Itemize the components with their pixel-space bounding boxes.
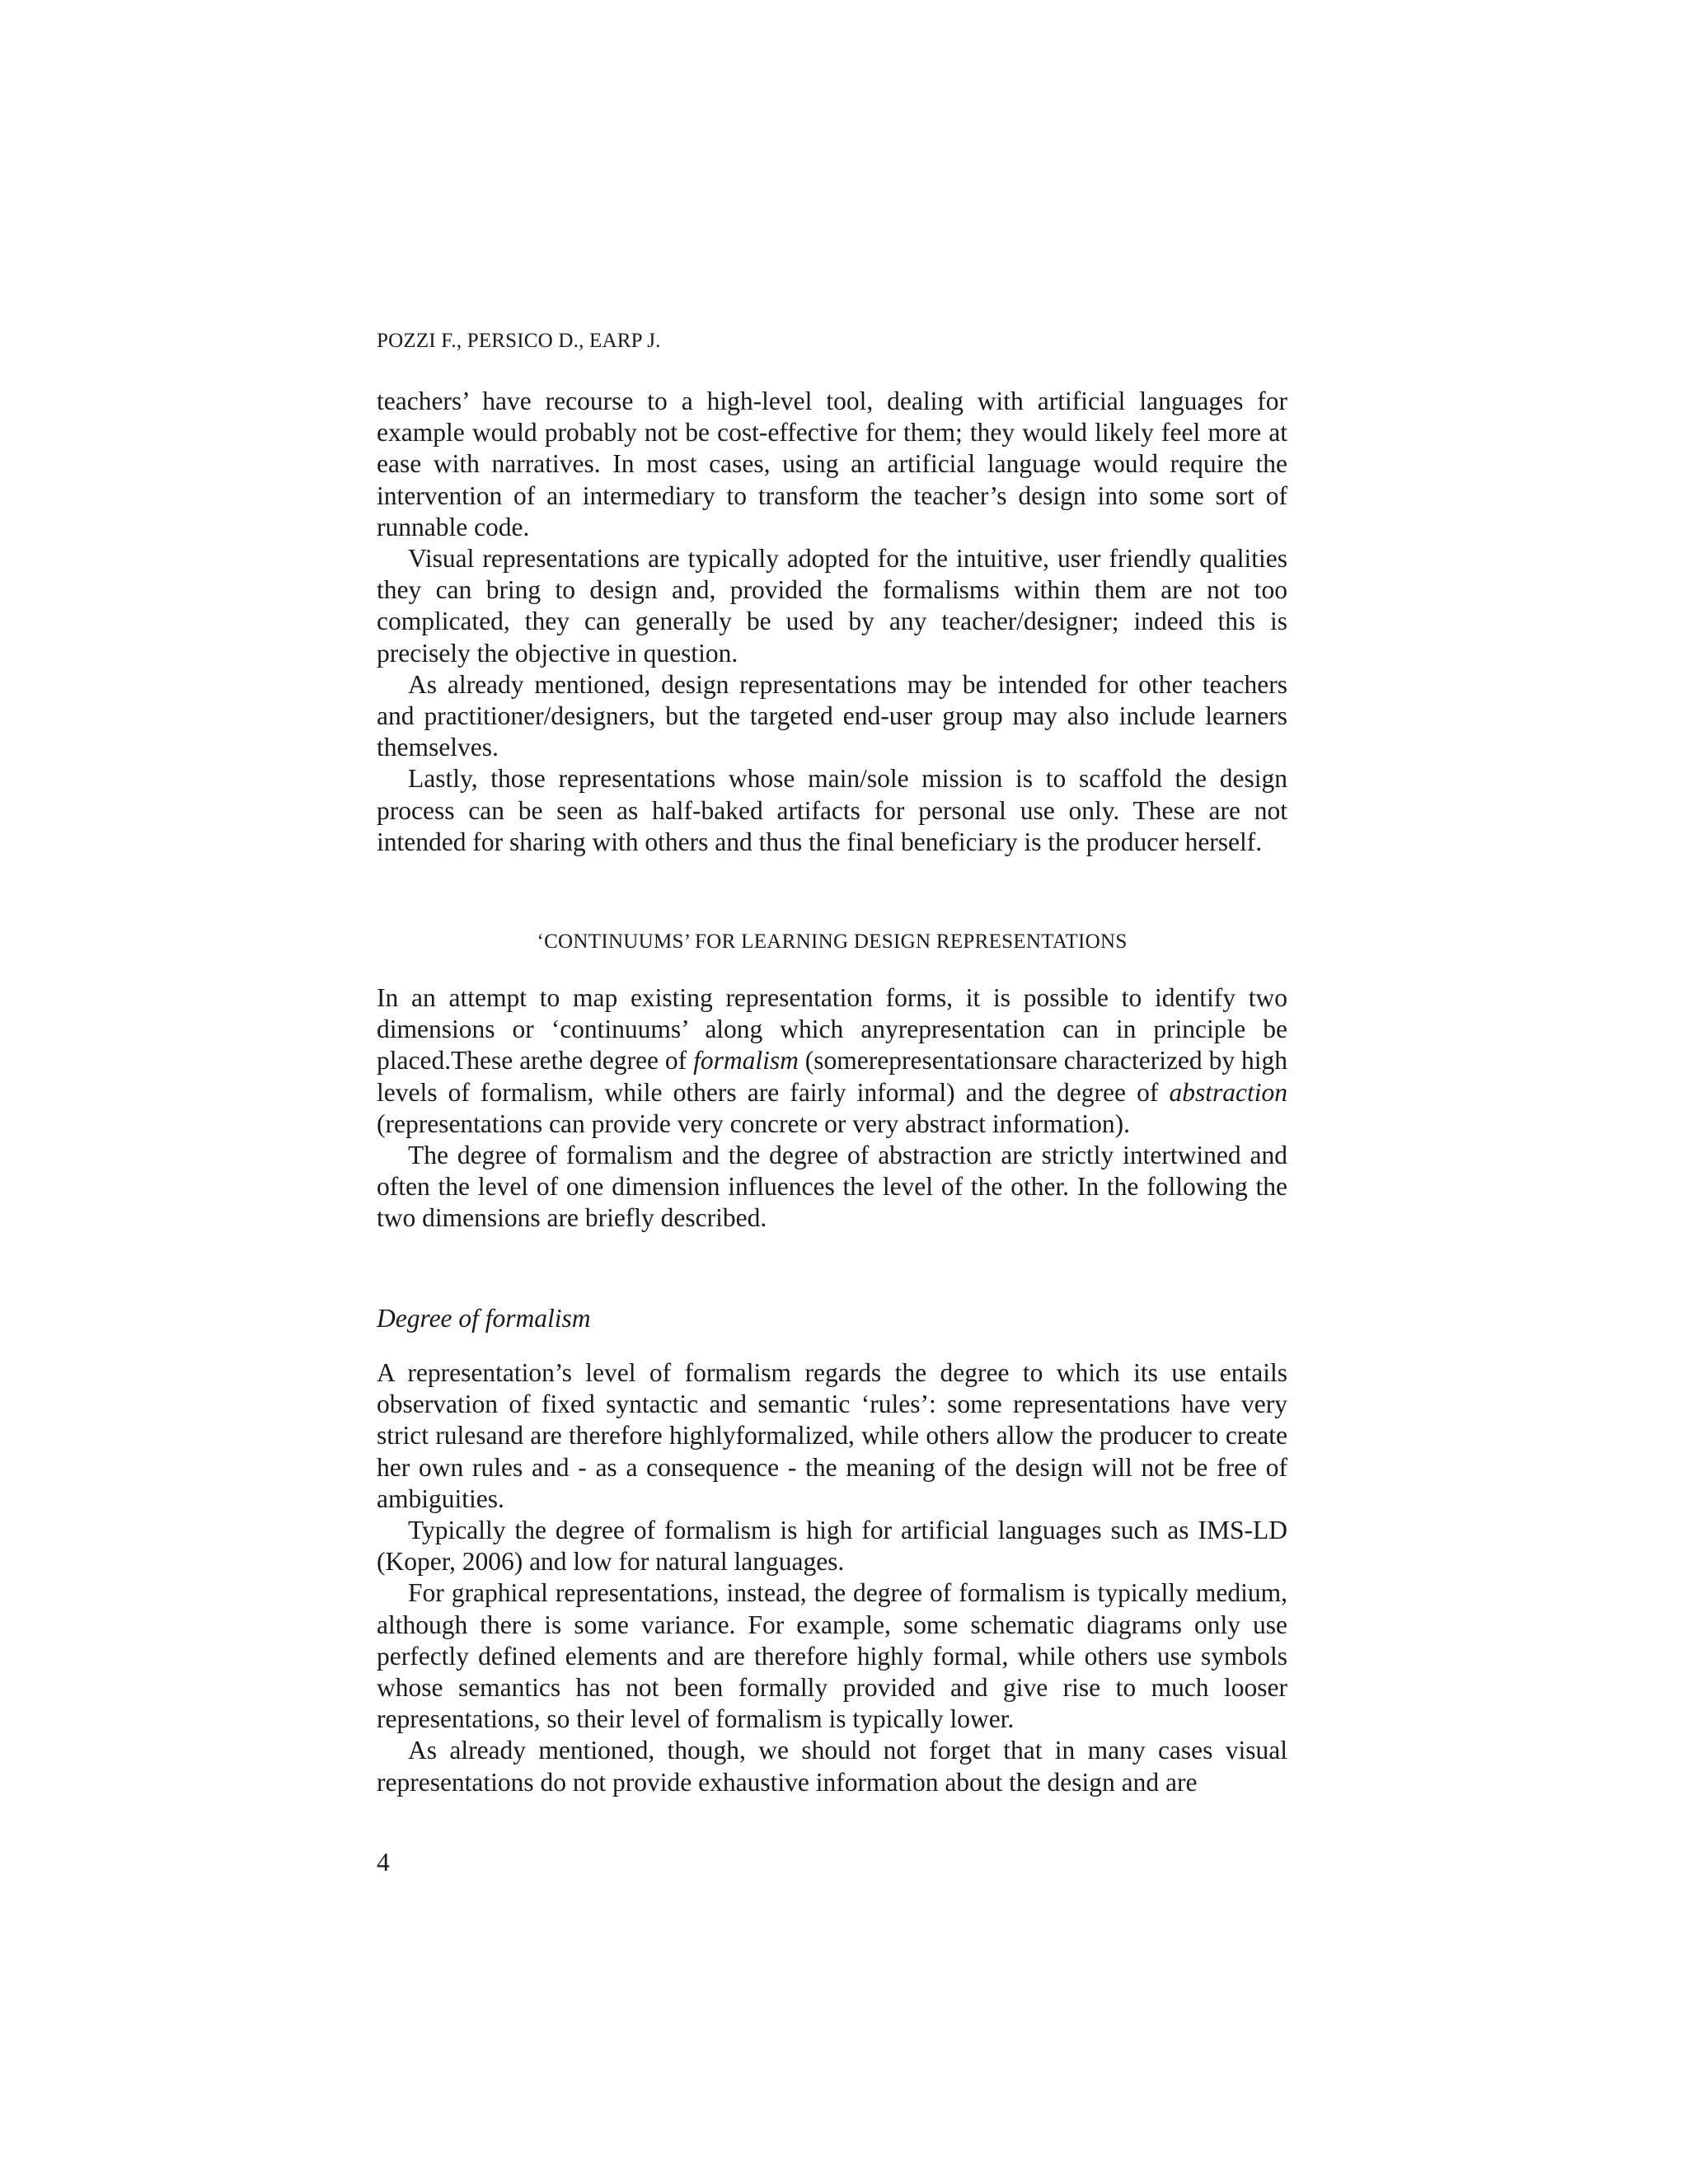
body-block-formalism bbox=[377, 1357, 1287, 1798]
paragraph: teachers’ have recourse to a high-level tool, dealing with artificial languages for example would probably not be cost-effective for them; they would likely feel more at ease with narratives. In most cases, using an artificial language would require the intervention of an intermediary to transform the teacher’s design into some sort of runnable code. bbox=[377, 387, 1287, 541]
subsection-heading: Degree of formalism bbox=[377, 1304, 591, 1333]
emphasis-formalism: formalism bbox=[693, 1046, 799, 1076]
body-block-intro bbox=[377, 386, 1287, 858]
paragraph: For graphical representations, instead, the degree of formalism is typically medium, although there is some variance. For example, some schematic diagrams only use perfectly defined elements and are therefore highly formal, while others use symbols whose semantics has not been formally provided and give rise to much looser representations, so their level of formalism is typically lower. bbox=[377, 1578, 1287, 1734]
paragraph: The degree of formalism and the degree of abstraction are strictly intertwined and often the level of one dimension influences the level of the other. In the following the two dimensions are briefly described. bbox=[377, 1141, 1287, 1233]
paragraph bbox=[377, 982, 1287, 1140]
paragraph: As already mentioned, though, we should not forget that in many cases visual representations do not provide exhaustive information about the design and are bbox=[377, 1736, 1287, 1797]
paragraph: As already mentioned, design representations may be intended for other teachers and practitioner/designers, but the targeted end-user group may also include learners themselves. bbox=[377, 669, 1287, 762]
paragraph: Typically the degree of formalism is high for artificial languages such as IMS-LD (Koper, 2006) and low for natural languages. bbox=[377, 1516, 1287, 1577]
paragraph: A representation’s level of formalism regards the degree to which its use entails observation of fixed syntactic and semantic ‘rules’: some representations have very strict rulesand are therefore highlyformalized, while others allow the producer to create her own rules and - as a consequence - the meaning of the design will not be free of ambiguities. bbox=[377, 1358, 1287, 1513]
page-number: 4 bbox=[377, 1848, 390, 1877]
text-run: (representations can provide very concrete or very abstract information). bbox=[377, 1108, 1130, 1138]
section-heading: ‘CONTINUUMS’ FOR LEARNING DESIGN REPRESENTATIONS bbox=[537, 930, 1128, 953]
emphasis-abstraction: abstraction bbox=[1169, 1077, 1287, 1107]
running-head: POZZI F., PERSICO D., EARP J. bbox=[377, 330, 661, 352]
body-block-continuums bbox=[377, 982, 1287, 1235]
paragraph: Lastly, those representations whose main/sole mission is to scaffold the design process can be seen as half-baked artifacts for personal use only. These are not intended for sharing with others and thus the final beneficiary is the producer herself. bbox=[377, 764, 1287, 856]
text-run: In an attempt to map existing representation forms, it is possible to identify two dimensions or ‘continuums’ along which anyrepresentation can in principle be placed.These arethe degree of bbox=[377, 983, 1287, 1076]
text-run: (somerepresentationsare characterized by high levels of formalism, while others are fairly informal) and the degree of bbox=[377, 1046, 1287, 1107]
paragraph: Visual representations are typically adopted for the intuitive, user friendly qualities they can bring to design and, provided the formalisms within them are not too complicated, they can generally be used by any teacher/designer; indeed this is precisely the objective in question. bbox=[377, 544, 1287, 668]
